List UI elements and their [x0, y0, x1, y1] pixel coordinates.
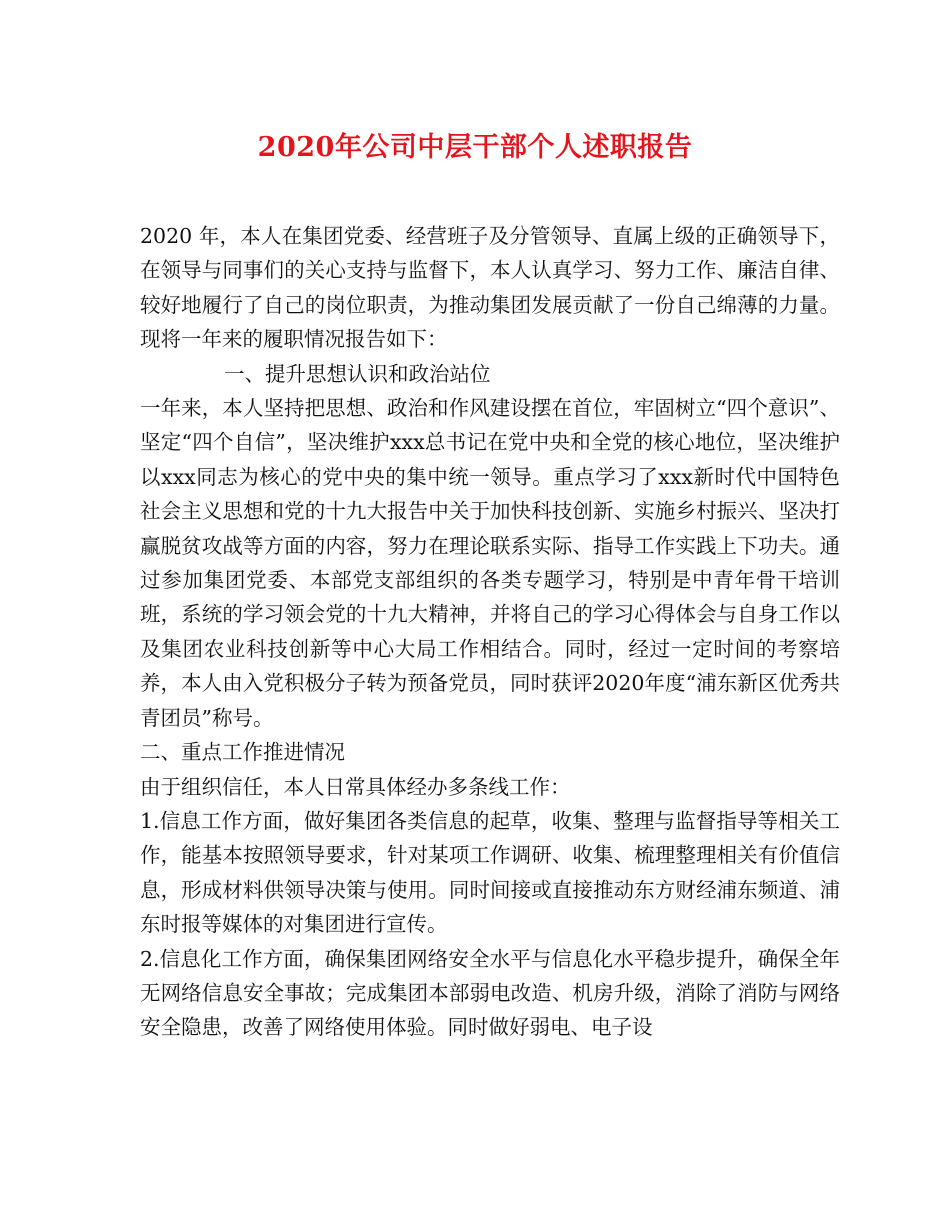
- list-item-1-paragraph: 1.信息工作方面，做好集团各类信息的起草，收集、整理与监督指导等相关工作，能基本按照领导要求，针对某项工作调研、收集、梳理整理相关有价值信息，形成材料供领导决策与使用。同时间接或直接推动东方财经浦东频道、浦东时报等媒体的对集团进行宣传。: [140, 808, 840, 937]
- intro-paragraph: 2020 年，本人在集团党委、经营班子及分管领导、直属上级的正确领导下，在领导与同事们的关心支持与监督下，本人认真学习、努力工作、廉洁自律、较好地履行了自己的岗位职责，为推动集团发展贡献了一份自己绵薄的力量。现将一年来的履职情况报告如下：: [140, 224, 840, 352]
- section-heading-1: 一、提升思想认识和政治站位: [224, 361, 491, 386]
- document-title: 2020年公司中层干部个人述职报告: [257, 132, 693, 163]
- document-body: [140, 219, 840, 1045]
- section-2-intro-paragraph: 由于组织信任，本人日常具体经办多条线工作：: [140, 774, 571, 799]
- section-heading-2: 二、重点工作推进情况: [140, 740, 345, 765]
- list-item-2-paragraph: 2.信息化工作方面，确保集团网络安全水平与信息化水平稳步提升，确保全年无网络信息安全事故；完成集团本部弱电改造、机房升级，消除了消防与网络安全隐患，改善了网络使用体验。同时做好弱电、电子设: [140, 946, 840, 1040]
- section-1-paragraph: 一年来，本人坚持把思想、政治和作风建设摆在首位，牢固树立“四个意识”、坚定“四个自信”，坚决维护xxx总书记在党中央和全党的核心地位，坚决维护以xxx同志为核心的党中央的集中统一领导。重点学习了xxx新时代中国特色社会主义思想和党的十九大报告中关于加快科技创新、实施乡村振兴、坚决打赢脱贫攻战等方面的内容，努力在理论联系实际、指导工作实践上下功夫。通过参加集团党委、本部党支部组织的各类专题学习，特别是中青年骨干培训班，系统的学习领会党的十九大精神，并将自己的学习心得体会与自身工作以及集团农业科技创新等中心大局工作相结合。同时，经过一定时间的考察培养，本人由入党积极分子转为预备党员，同时获评2020年度“浦东新区优秀共青团员”称号。: [140, 396, 840, 730]
